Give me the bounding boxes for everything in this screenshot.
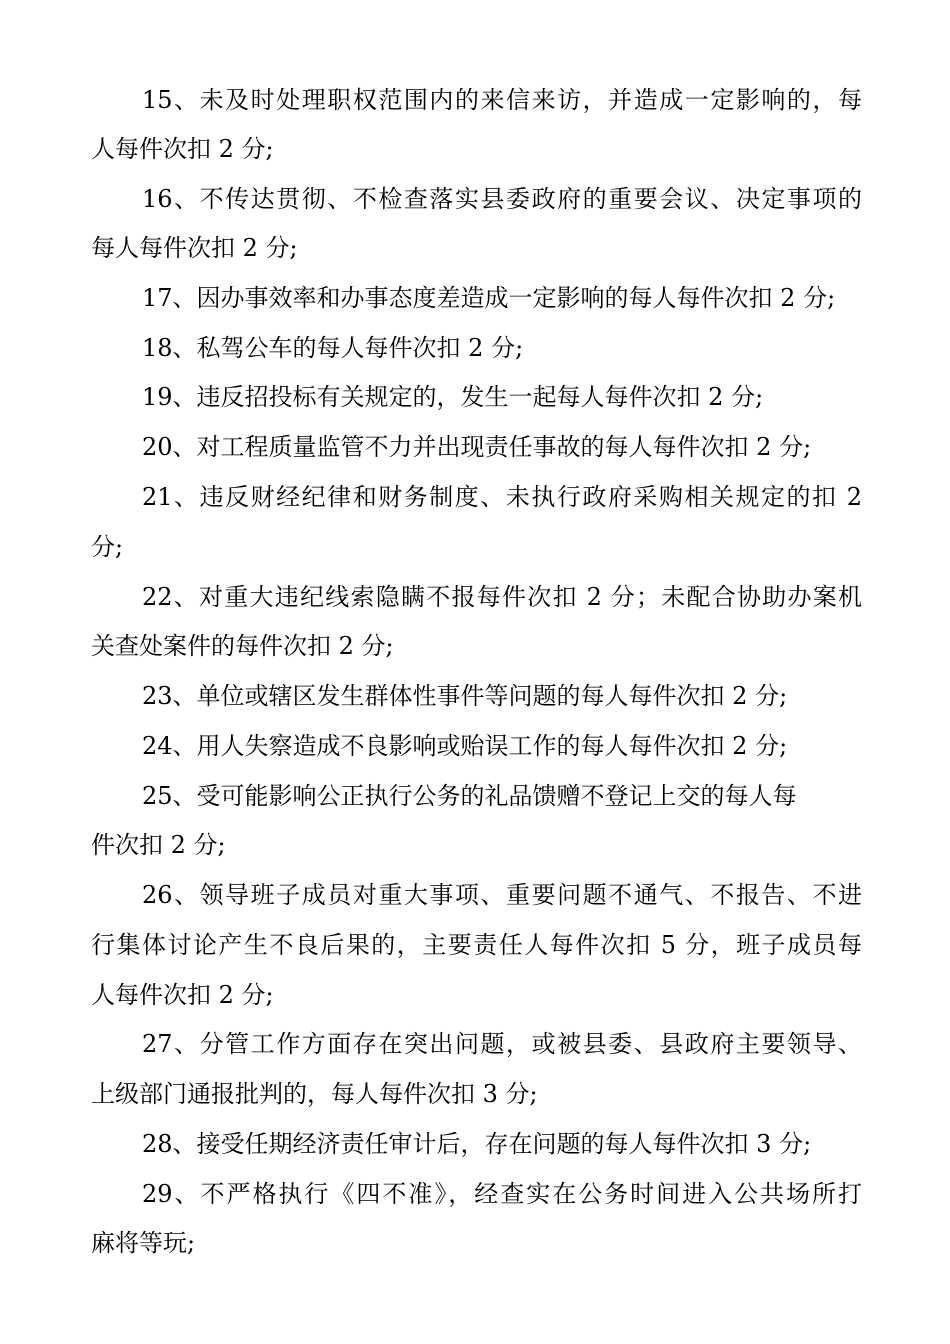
rule-item-26-line-1: 26、领导班子成员对重大事项、重要问题不通气、不报告、不进 — [142, 881, 862, 909]
rule-item-16-line-2: 每人每件次扣 2 分; — [91, 234, 298, 262]
rule-item-21-line-2: 分; — [91, 533, 124, 561]
rule-item-17-line-1: 17、因办事效率和办事态度差造成一定影响的每人每件次扣 2 分; — [142, 284, 836, 312]
rule-item-18-line-1: 18、私驾公车的每人每件次扣 2 分; — [142, 334, 524, 362]
rule-item-15-line-2: 人每件次扣 2 分; — [91, 135, 274, 163]
rule-item-24-line-1: 24、用人失察造成不良影响或贻误工作的每人每件次扣 2 分; — [142, 732, 788, 760]
rule-item-22-line-2: 关查处案件的每件次扣 2 分; — [91, 632, 394, 660]
rule-item-23-line-1: 23、单位或辖区发生群体性事件等问题的每人每件次扣 2 分; — [142, 682, 788, 710]
rule-item-21-line-1: 21、违反财经纪律和财务制度、未执行政府采购相关规定的扣 2 — [142, 483, 862, 511]
rule-item-22-line-1: 22、对重大违纪线索隐瞒不报每件次扣 2 分；未配合协助办案机 — [142, 583, 862, 611]
rule-item-27-line-2: 上级部门通报批判的，每人每件次扣 3 分; — [91, 1080, 538, 1108]
rule-item-26-line-3: 人每件次扣 2 分; — [91, 981, 274, 1009]
rule-item-27-line-1: 27、分管工作方面存在突出问题，或被县委、县政府主要领导、 — [142, 1030, 862, 1058]
rule-item-26-line-2: 行集体讨论产生不良后果的，主要责任人每件次扣 5 分，班子成员每 — [91, 931, 862, 959]
rule-item-29-line-2: 麻将等玩; — [91, 1229, 196, 1257]
rule-item-28-line-1: 28、接受任期经济责任审计后，存在问题的每人每件次扣 3 分; — [142, 1130, 812, 1158]
rule-item-25-line-2: 件次扣 2 分; — [91, 831, 226, 859]
rule-item-29-line-1: 29、不严格执行《四不准》，经查实在公务时间进入公共场所打 — [142, 1180, 862, 1208]
rule-item-16-line-1: 16、不传达贯彻、不检查落实县委政府的重要会议、决定事项的 — [142, 185, 862, 213]
rule-item-19-line-1: 19、违反招投标有关规定的，发生一起每人每件次扣 2 分; — [142, 383, 764, 411]
rule-item-25-line-1: 25、受可能影响公正执行公务的礼品馈赠不登记上交的每人每 — [142, 782, 797, 810]
rule-item-15-line-1: 15、未及时处理职权范围内的来信来访，并造成一定影响的，每 — [142, 86, 862, 114]
rule-item-20-line-1: 20、对工程质量监管不力并出现责任事故的每人每件次扣 2 分; — [142, 433, 812, 461]
